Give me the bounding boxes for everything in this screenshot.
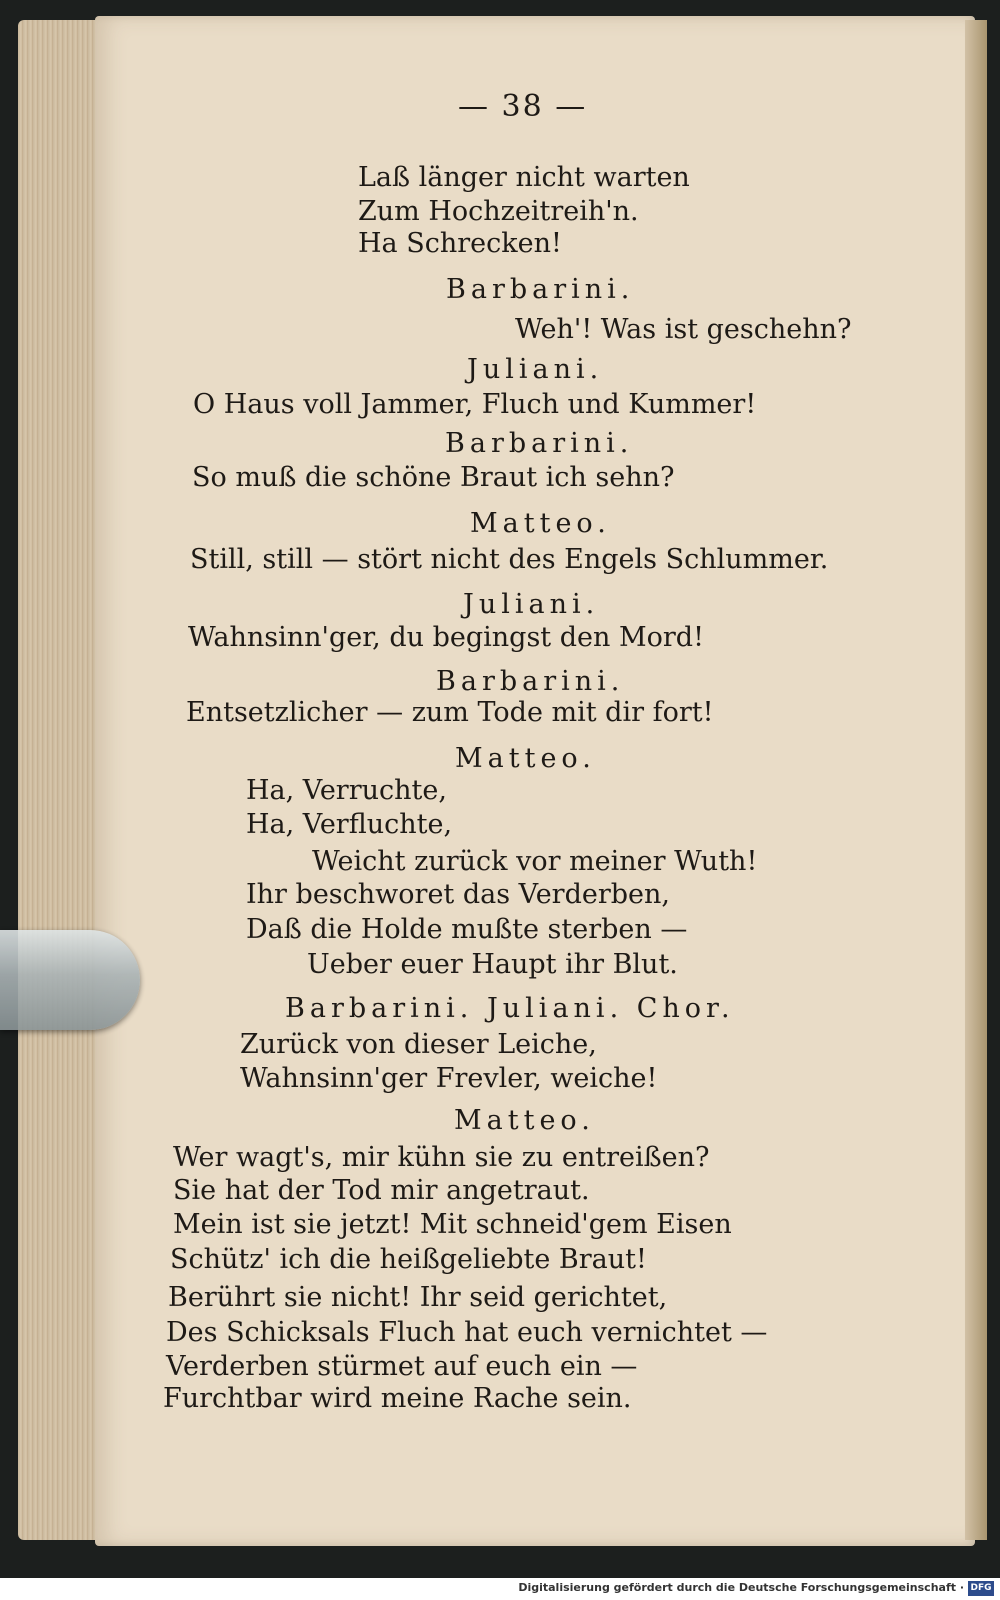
speaker-name: Barbarini. xyxy=(436,666,625,697)
verse-line: Laß länger nicht warten xyxy=(358,162,690,193)
verse-line: Furchtbar wird meine Rache sein. xyxy=(163,1383,632,1414)
verse-line: O Haus voll Jammer, Fluch und Kummer! xyxy=(193,389,757,420)
speaker-name: Juliani. xyxy=(467,354,604,385)
speaker-name: Juliani. xyxy=(463,589,600,620)
verse-line: Ha Schrecken! xyxy=(358,228,562,259)
verse-line: Entsetzlicher — zum Tode mit dir fort! xyxy=(186,697,714,728)
verse-line: Mein ist sie jetzt! Mit schneid'gem Eisen xyxy=(173,1209,732,1240)
verse-line: Still, still — stört nicht des Engels Schlummer. xyxy=(190,544,829,575)
verse-line: Wer wagt's, mir kühn sie zu entreißen? xyxy=(173,1142,710,1173)
footer-bar xyxy=(0,1578,1000,1600)
book-right-edge xyxy=(965,20,987,1540)
speaker-name: Barbarini. Juliani. Chor. xyxy=(285,993,735,1024)
verse-line: Ueber euer Haupt ihr Blut. xyxy=(307,949,678,980)
speaker-name: Matteo. xyxy=(470,508,611,539)
verse-line: Zum Hochzeitreih'n. xyxy=(358,196,639,227)
speaker-name: Barbarini. xyxy=(446,274,635,305)
speaker-name: Matteo. xyxy=(455,743,596,774)
verse-line: Weh'! Was ist geschehn? xyxy=(515,314,852,345)
speaker-name: Barbarini. xyxy=(445,428,634,459)
footer-credit: Digitalisierung gefördert durch die Deutsche Forschungsgemeinschaft · xyxy=(518,1581,964,1594)
verse-line: So muß die schöne Braut ich sehn? xyxy=(192,462,675,493)
verse-line: Verderben stürmet auf euch ein — xyxy=(166,1351,638,1382)
verse-line: Wahnsinn'ger, du begingst den Mord! xyxy=(188,622,704,653)
page-clip xyxy=(0,930,140,1030)
verse-line: Ha, Verruchte, xyxy=(246,775,447,806)
verse-line: Schütz' ich die heißgeliebte Braut! xyxy=(170,1244,647,1275)
verse-line: Sie hat der Tod mir angetraut. xyxy=(173,1175,590,1206)
page-number: — 38 — xyxy=(458,89,588,124)
verse-line: Zurück von dieser Leiche, xyxy=(240,1029,597,1060)
verse-line: Daß die Holde mußte sterben — xyxy=(246,914,688,945)
verse-line: Ha, Verfluchte, xyxy=(246,809,453,840)
verse-line: Ihr beschworet das Verderben, xyxy=(246,879,670,910)
verse-line: Wahnsinn'ger Frevler, weiche! xyxy=(240,1063,658,1094)
verse-line: Berührt sie nicht! Ihr seid gerichtet, xyxy=(168,1282,668,1313)
verse-line: Des Schicksals Fluch hat euch vernichtet — xyxy=(166,1317,768,1348)
speaker-name: Matteo. xyxy=(454,1105,595,1136)
dfg-logo: DFG xyxy=(968,1581,994,1596)
verse-line: Weicht zurück vor meiner Wuth! xyxy=(312,846,758,877)
